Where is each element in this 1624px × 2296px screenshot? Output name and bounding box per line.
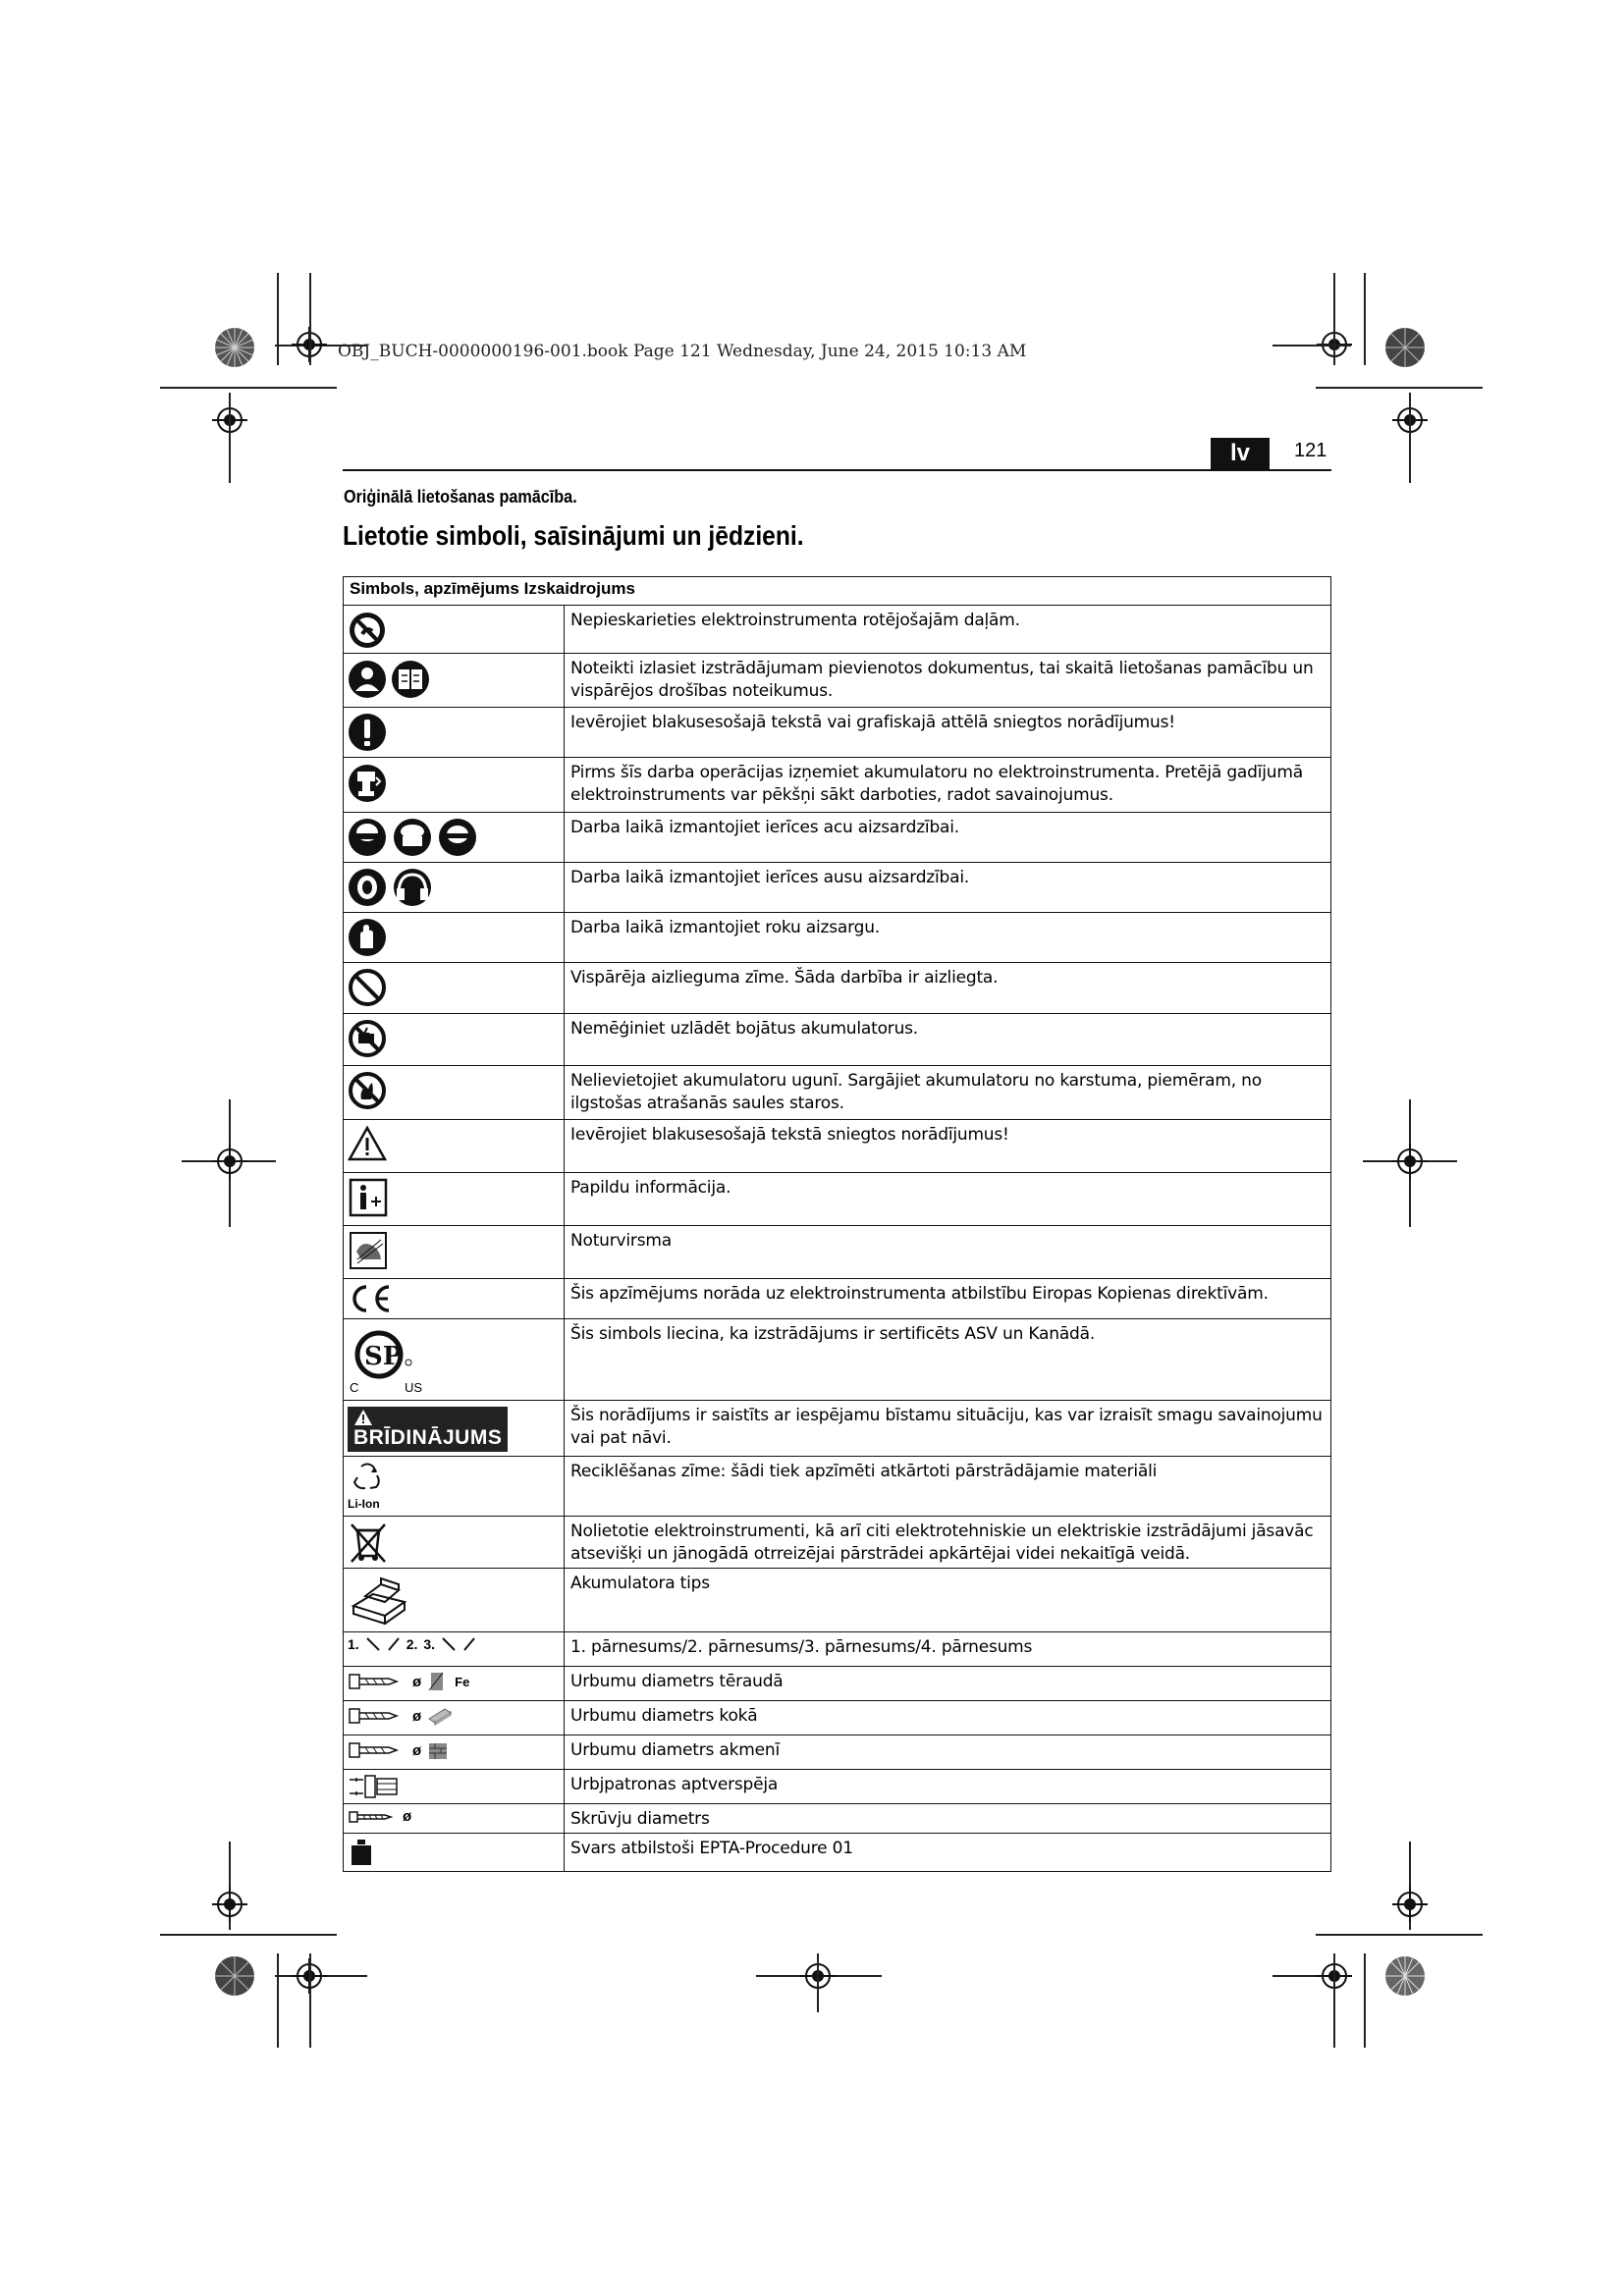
description-cell: Nemēģiniet uzlādēt bojātus akumulatorus. [565,1014,1331,1066]
description-cell: Skrūvju diametrs [565,1804,1331,1834]
table-row [344,1319,1331,1401]
description-cell: Akumulatora tips [565,1569,1331,1632]
symbol-cell [344,813,565,863]
symbol-cell [344,1279,565,1319]
warning-triangle-icon [348,1124,560,1165]
table-row [344,1120,1331,1173]
warning-badge-icon [348,1407,508,1452]
table-row [344,1569,1331,1632]
table-row [344,1770,1331,1804]
symbols-table [343,576,1331,1872]
crosshair-icon [212,1887,247,1922]
symbol-cell [344,1667,565,1701]
table-row [344,813,1331,863]
table-header: Simbols, apzīmējums Izskaidrojums [344,577,1331,606]
description-cell: Reciklēšanas zīme: šādi tiek apzīmēti atkārtoti pārstrādājamie materiāli [565,1457,1331,1517]
grip-surface-icon [348,1230,560,1271]
crosshair-icon [212,1144,247,1179]
prohibition-icon [348,967,560,1008]
description-cell: Vispārēja aizlieguma zīme. Šāda darbība ir aizliegta. [565,963,1331,1014]
csa-us-label: US [405,1380,423,1395]
table-row [344,1735,1331,1770]
description-cell: Urbjpatronas aptverspēja [565,1770,1331,1804]
table-row [344,863,1331,913]
ear-protection-icon [348,867,560,908]
description-cell: Noturvirsma [565,1226,1331,1279]
registration-seal-icon [1384,327,1426,368]
table-row [344,654,1331,708]
description-cell: Nelievietojiet akumulatoru ugunī. Sargājiet akumulatoru no karstuma, piemēram, no ilgstošas atrašanās saules staros. [565,1066,1331,1120]
table-row [344,708,1331,758]
table-row [344,1401,1331,1457]
description-cell: Pirms šīs darba operācijas izņemiet akumulatoru no elektroinstrumenta. Pretējā gadījumā elektroinstruments var pēkšņi sākt darboties, radot savainojumus. [565,758,1331,813]
table-row [344,913,1331,963]
symbol-cell [344,1632,565,1667]
symbol-cell [344,1319,565,1401]
exclamation-icon [348,712,560,753]
symbol-cell [344,1834,565,1872]
registration-seal-icon [214,327,255,368]
symbol-cell [344,1226,565,1279]
table-row [344,1701,1331,1735]
description-cell: Urbumu diametrs akmenī [565,1735,1331,1770]
symbol-cell [344,1701,565,1735]
symbol-cell [344,606,565,654]
crosshair-icon [1392,1887,1428,1922]
description-cell: Šis simbols liecina, ka izstrādājums ir sertificēts ASV un Kanādā. [565,1319,1331,1401]
symbol-cell [344,1569,565,1632]
table-row [344,758,1331,813]
gear-2-label: 2. [406,1636,418,1652]
gears-icon [348,1636,560,1652]
symbol-cell [344,963,565,1014]
gear-1-label: 1. [348,1636,359,1652]
description-cell: Darba laikā izmantojiet ierīces acu aizsardzībai. [565,813,1331,863]
description-cell: Darba laikā izmantojiet ierīces ausu aizsardzībai. [565,863,1331,913]
table-header-row [344,577,1331,606]
description-cell: Svars atbilstoši EPTA-Procedure 01 [565,1834,1331,1872]
table-row [344,1279,1331,1319]
table-row [344,1066,1331,1120]
weee-bin-icon [348,1521,560,1564]
symbol-cell [344,758,565,813]
description-cell: Noteikti izlasiet izstrādājumam pievienotos dokumentus, tai skaitā lietošanas pamācību un vispārējos drošības noteikumus. [565,654,1331,708]
description-cell: Šis apzīmējums norāda uz elektroinstrumenta atbilstību Eiropas Kopienas direktīvām. [565,1279,1331,1319]
csa-mark-icon [348,1323,436,1396]
page-number: 121 [1294,440,1327,461]
table-row [344,1226,1331,1279]
language-tag: lv [1211,438,1270,469]
section-title: Lietotie simboli, saīsinājumi un jēdzieni. [343,520,804,551]
chuck-capacity-icon [348,1774,560,1799]
drill-stone-icon: ø [348,1739,560,1761]
symbol-cell [344,863,565,913]
symbol-cell [344,1066,565,1120]
screw-diameter-icon: ø [348,1808,560,1825]
li-ion-label: Li-Ion [348,1497,380,1511]
table-row [344,1173,1331,1226]
symbol-cell [344,1735,565,1770]
description-cell: Nolietotie elektroinstrumenti, kā arī citi elektrotehniskie un elektriskie izstrādājumi jāsavāc atsevišķi un jānogādā otrreizējai pārstrādei apkārtējai videi nekaitīgā veidā. [565,1517,1331,1569]
registration-seal-icon [214,1955,255,1997]
symbol-cell [344,1517,565,1569]
description-cell: Nepieskarieties elektroinstrumenta rotējošajām daļām. [565,606,1331,654]
hand-protection-icon [348,917,560,958]
read-manual-icon [348,658,560,701]
fe-label: Fe [455,1674,470,1689]
description-cell: Ievērojiet blakusesošajā tekstā sniegtos norādījumus! [565,1120,1331,1173]
weight-icon [348,1838,560,1867]
description-cell: Papildu informācija. [565,1173,1331,1226]
symbol-cell [344,1014,565,1066]
table-row [344,606,1331,654]
recycling-liion-icon [348,1461,397,1512]
book-header-text: OBJ_BUCH-0000000196-001.book Page 121 Wednesday, June 24, 2015 10:13 AM [338,342,1027,361]
crosshair-icon [1392,1144,1428,1179]
drill-wood-icon: ø [348,1705,560,1727]
info-icon [348,1177,560,1218]
table-row [344,1517,1331,1569]
symbol-cell [344,708,565,758]
drill-steel-icon: ø Fe [348,1671,560,1692]
table-row [344,1632,1331,1667]
table-row [344,963,1331,1014]
document-type: Oriģinālā lietošanas pamācība. [344,487,577,507]
description-cell: Darba laikā izmantojiet roku aizsargu. [565,913,1331,963]
symbol-cell [344,1804,565,1834]
table-row [344,1457,1331,1517]
warning-badge-label: BRĪDINĀJUMS [353,1426,503,1449]
csa-c-label: C [350,1380,359,1395]
symbol-cell [344,1401,565,1457]
battery-pack-icon [348,1573,560,1628]
description-cell: Šis norādījums ir saistīts ar iespējamu bīstamu situāciju, kas var izraisīt smagu savainojumu vai pat nāvi. [565,1401,1331,1457]
svg-text:SP: SP [364,1342,403,1371]
table-row [344,1667,1331,1701]
registration-seal-icon [1384,1955,1426,1997]
symbol-cell [344,913,565,963]
symbol-cell [344,1173,565,1226]
eye-protection-icon [348,817,560,858]
description-cell: Urbumu diametrs kokā [565,1701,1331,1735]
symbol-cell [344,1770,565,1804]
description-cell: Urbumu diametrs tēraudā [565,1667,1331,1701]
ce-mark-icon [348,1283,560,1314]
no-charge-damaged-icon [348,1018,560,1059]
no-touch-rotating-icon [348,610,560,649]
table-row [344,1014,1331,1066]
symbol-cell [344,1120,565,1173]
no-fire-battery-icon [348,1070,560,1111]
symbol-cell [344,654,565,708]
remove-battery-icon [348,762,560,805]
symbol-cell [344,1457,565,1517]
table-row [344,1804,1331,1834]
gear-3-label: 3. [423,1636,436,1652]
table-row [344,1834,1331,1872]
header-rule [343,469,1331,471]
description-cell: 1. pārnesums/2. pārnesums/3. pārnesums/4. pārnesums [565,1632,1331,1667]
description-cell: Ievērojiet blakusesošajā tekstā vai grafiskajā attēlā sniegtos norādījumus! [565,708,1331,758]
